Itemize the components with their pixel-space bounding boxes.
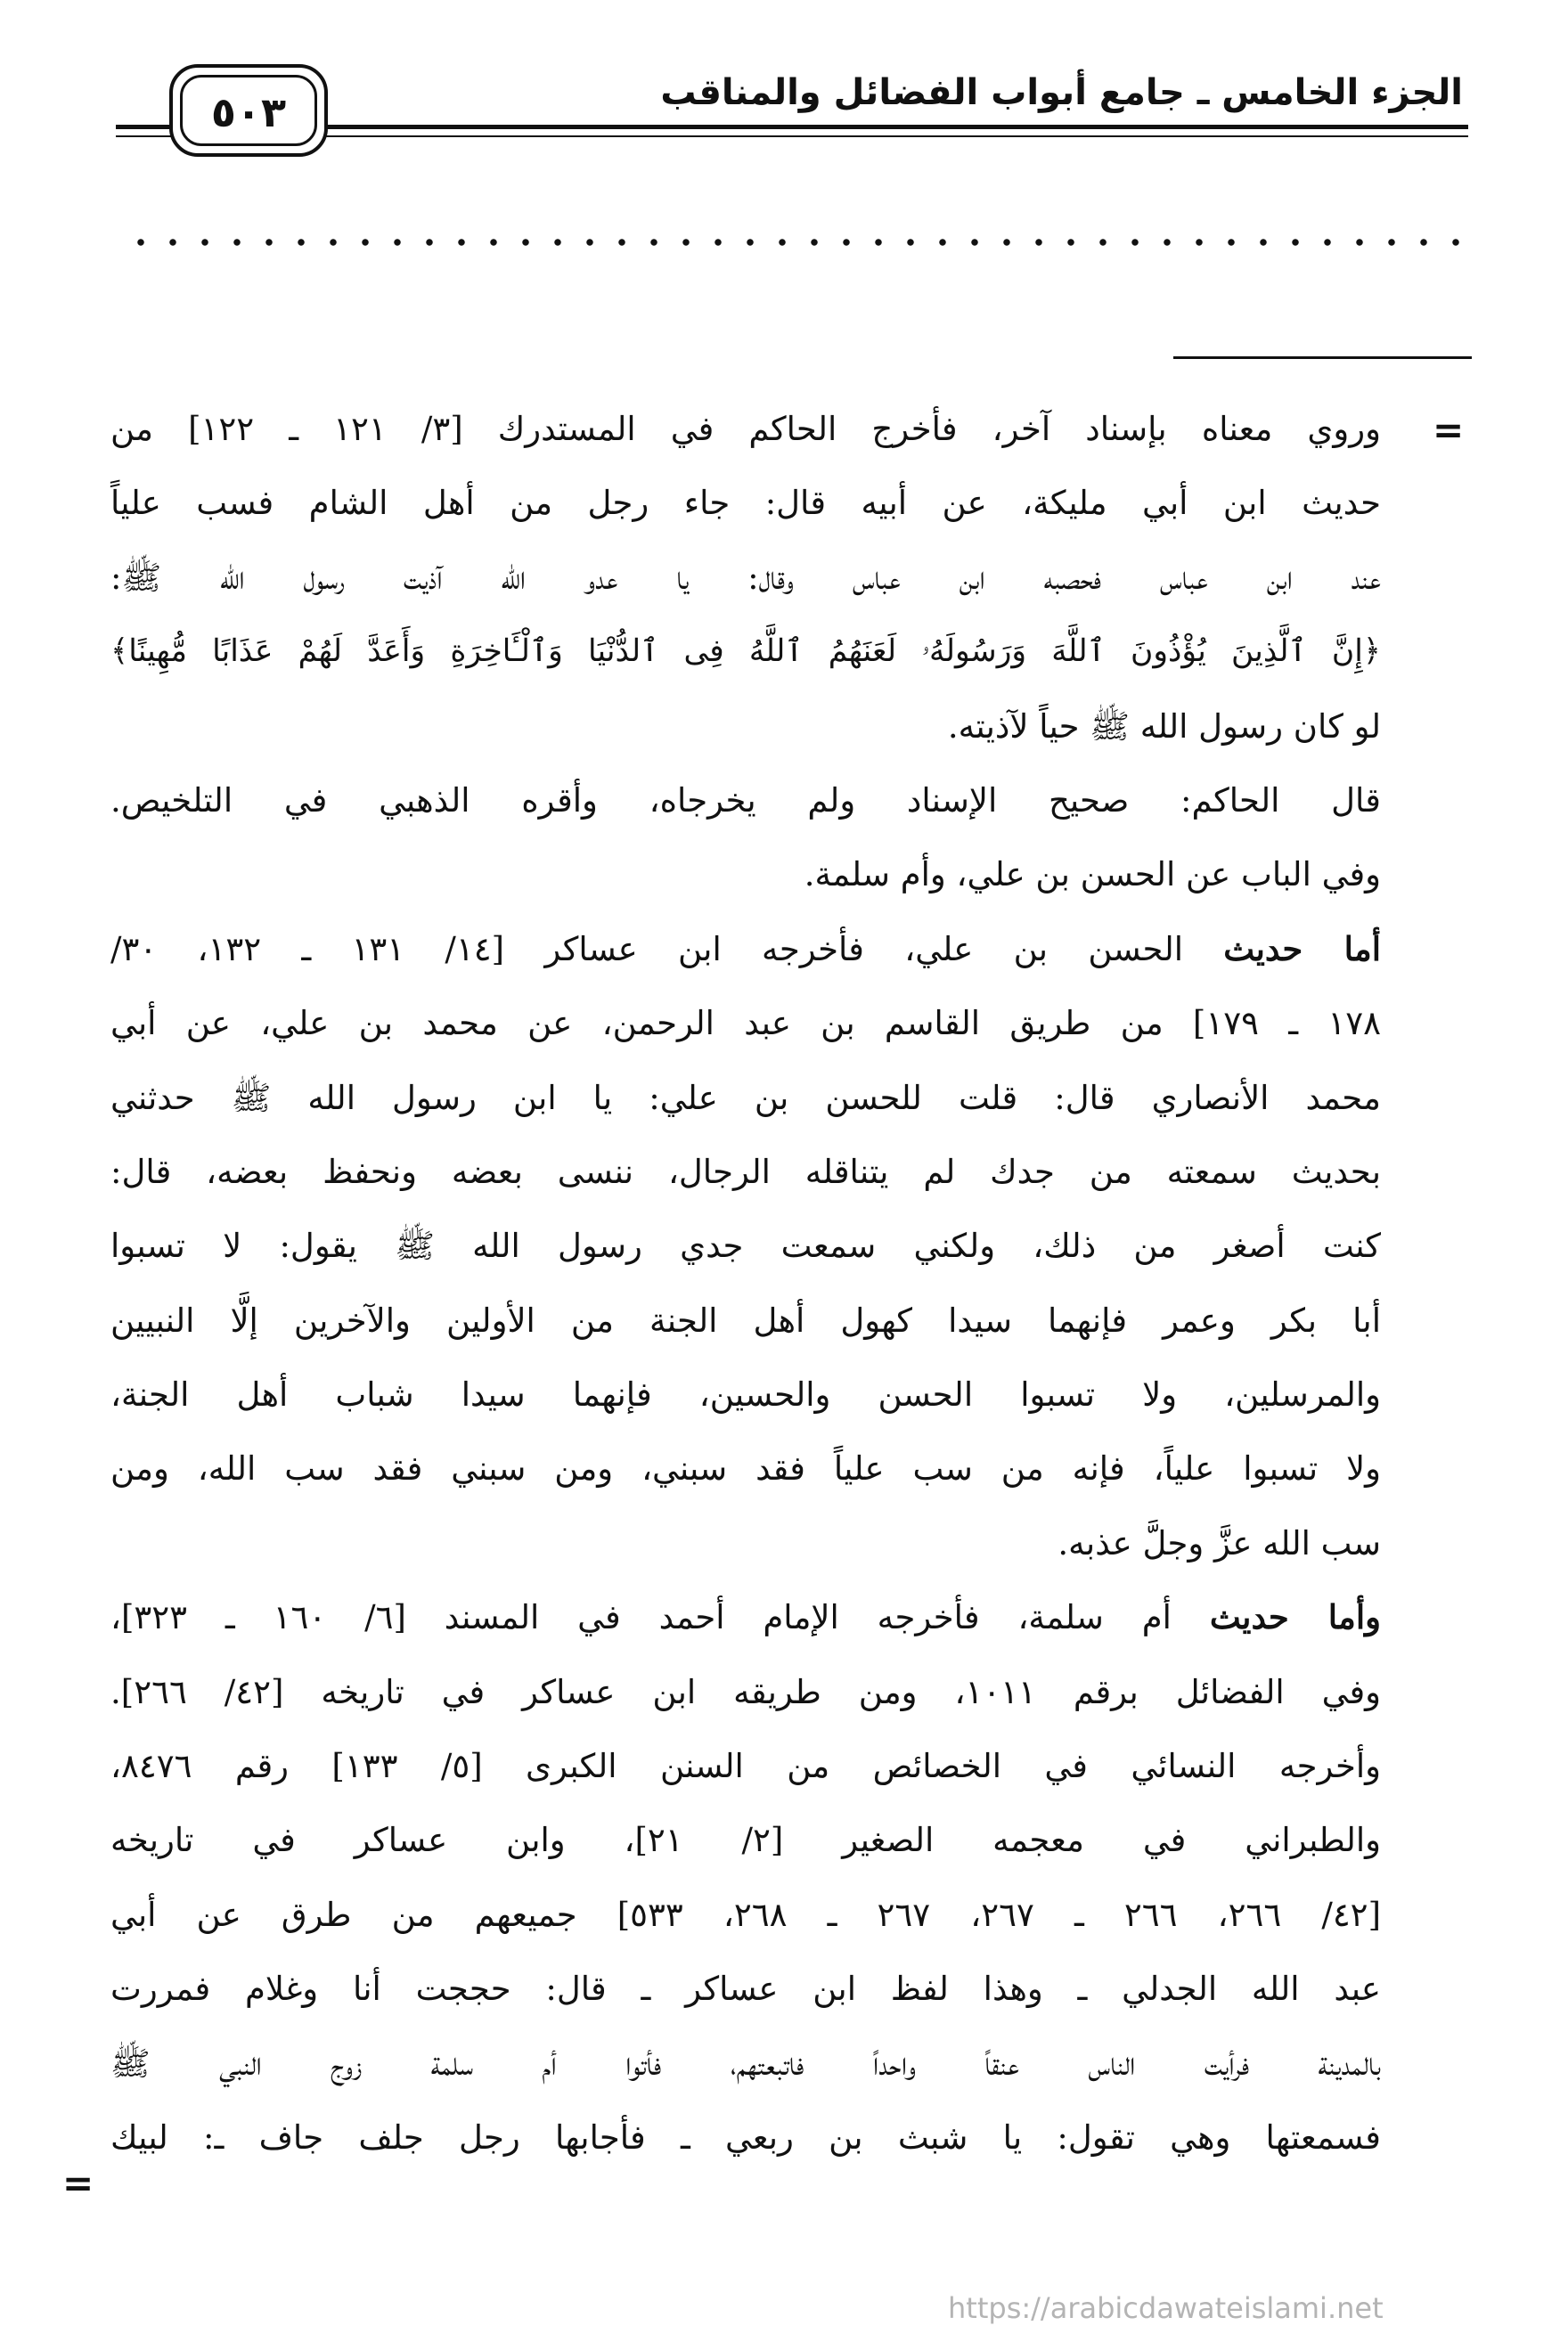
footnote-text bbox=[110, 392, 1381, 2175]
dotted-separator bbox=[134, 233, 1472, 251]
quran-verse-line: ﴿إِنَّ ٱلَّذِينَ يُؤْذُونَ ٱللَّهَ وَرَسُولَهُۥ لَعَنَهُمُ ٱللَّهُ فِى ٱلدُّنْيَا وَٱلْـَٔاخِرَةِ وَأَعَدَّ لَهُمْ عَذَابًا مُّهِينًا﴾ bbox=[110, 633, 1381, 670]
text-line: بحديث سمعته من جدك لم يتناقله الرجال، ننسى بعضه ونحفظ بعضه، قال: bbox=[110, 1152, 1381, 1191]
text-line: سب الله عزَّ وجلَّ عذبه. bbox=[1058, 1523, 1381, 1563]
page-number: ٥٠٣ bbox=[210, 88, 287, 136]
text-line: وفي الباب عن الحسن بن علي، وأم سلمة. bbox=[804, 855, 1381, 894]
footnote-rule bbox=[1173, 356, 1472, 359]
text-line: عبد الله الجدلي ـ وهذا لفظ ابن عساكر ـ قال: حججت أنا وغلام فمررت bbox=[110, 1970, 1381, 2009]
page-number-frame bbox=[169, 64, 328, 157]
text-line: والمرسلين، ولا تسبوا الحسن والحسين، فإنهما سيدا شباب أهل الجنة، bbox=[110, 1375, 1381, 1415]
text-line: محمد الأنصاري قال: قلت للحسن بن علي: يا ابن رسول الله ﷺ حدثني bbox=[110, 1078, 1381, 1117]
continuation-mark-top: = bbox=[1433, 408, 1465, 452]
text-line: قال الحاكم: صحيح الإسناد ولم يخرجاه، وأقره الذهبي في التلخيص. bbox=[110, 780, 1381, 820]
text-line: وأما حديث أم سلمة، فأخرجه الإمام أحمد في المسند [٦/ ١٦٠ ـ ٣٢٣]، bbox=[110, 1597, 1381, 1637]
running-title: الجزء الخامس ـ جامع أبواب الفضائل والمناقب bbox=[660, 72, 1463, 113]
text-line: وروي معناه بإسناد آخر، فأخرج الحاكم في المستدرك [٣/ ١٢١ ـ ١٢٢] من bbox=[110, 410, 1381, 448]
text-line: أما حديث الحسن بن علي، فأخرجه ابن عساكر [١٤/ ١٣١ ـ ١٣٢، ٣٠/ bbox=[110, 928, 1381, 968]
text-line: وفي الفضائل برقم ١٠١١، ومن طريقه ابن عساكر في تاريخه [٤٢/ ٢٦٦]. bbox=[110, 1672, 1382, 1711]
text-line: والطبراني في معجمه الصغير [٢/ ٢١]، وابن عساكر في تاريخه bbox=[110, 1821, 1382, 1860]
text-line: ولا تسبوا علياً، فإنه من سب علياً فقد سبني، ومن سبني فقد سب الله، ومن bbox=[110, 1449, 1381, 1489]
text-line: ١٧٨ ـ ١٧٩] من طريق القاسم بن عبد الرحمن، عن محمد بن علي، عن أبي bbox=[110, 1004, 1381, 1043]
text-line: كنت أصغر من ذلك، ولكني سمعت جدي رسول الله ﷺ يقول: لا تسبوا bbox=[110, 1227, 1381, 1266]
text-line: حديث ابن أبي مليكة، عن أبيه قال: جاء رجل من أهل الشام فسب علياً bbox=[110, 484, 1381, 523]
text-line: [٤٢/ ٢٦٦، ٢٦٦ ـ ٢٦٧، ٢٦٧ ـ ٢٦٨، ٥٣٣] جميعهم من طرق عن أبي bbox=[110, 1895, 1381, 1934]
text-line: فسمعتها وهي تقول: يا شبث بن ربعي ـ فأجابها رجل جلف جاف ـ: لبيك bbox=[110, 2117, 1381, 2157]
text-line: لو كان رسول الله ﷺ حياً لآذيته. bbox=[947, 706, 1381, 746]
paragraph-lead: وأما حديث bbox=[1209, 1597, 1381, 1637]
text-line: بالمدينة فرأيت الناس عنقاً واحداً فاتبعتهم، فأتوا أم سلمة زوج النبي ﷺ bbox=[110, 2044, 1381, 2083]
continuation-mark-bottom: = bbox=[62, 2161, 94, 2205]
text-line: أبا بكر وعمر فإنهما سيدا كهول أهل الجنة من الأولين والآخرين إلَّا النبيين bbox=[110, 1301, 1381, 1340]
watermark-url: https://arabicdawateislami.net bbox=[948, 2291, 1384, 2325]
text-line: وأخرجه النسائي في الخصائص من السنن الكبرى [٥/ ١٣٣] رقم ٨٤٧٦، bbox=[110, 1747, 1381, 1786]
paragraph-lead: أما حديث bbox=[1223, 928, 1381, 968]
text-line: عند ابن عباس فحصبه ابن عباس وقال: يا عدو الله آذيت رسول الله ﷺ: bbox=[110, 558, 1381, 597]
